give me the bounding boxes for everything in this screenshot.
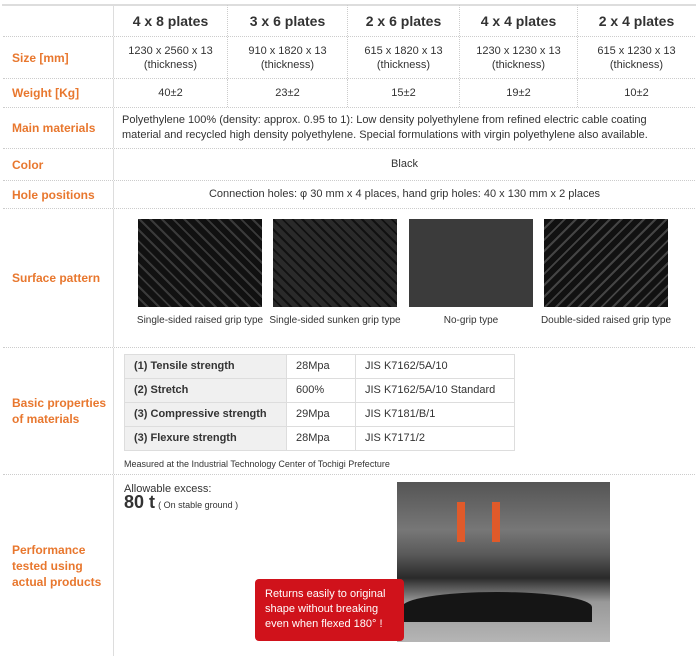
property-value: 600% — [287, 379, 356, 403]
weight-cell: 40±2 — [114, 79, 228, 107]
property-value: 28Mpa — [287, 355, 356, 379]
color-row — [3, 149, 695, 181]
col-header: 3 x 6 plates — [228, 5, 348, 36]
measurement-note: Measured at the Industrial Technology Center of Tochigi Prefecture — [124, 459, 390, 469]
property-standard: JIS K7181/B/1 — [356, 403, 515, 427]
row-label: Size [mm] — [3, 37, 114, 78]
weight-cell: 19±2 — [460, 79, 578, 107]
size-note: (thickness) — [376, 58, 431, 71]
flex-test-photo — [397, 482, 610, 642]
double-raised-grip-image — [544, 219, 668, 307]
property-value: 29Mpa — [287, 403, 356, 427]
size-cell — [460, 37, 578, 78]
size-note: (thickness) — [260, 58, 315, 71]
property-name: (3) Flexure strength — [125, 427, 287, 451]
flexed-mat — [402, 592, 592, 622]
weight-row — [3, 79, 695, 108]
property-name: (3) Compressive strength — [125, 403, 287, 427]
property-name: (1) Tensile strength — [125, 355, 287, 379]
pattern-caption: Single-sided sunken grip type — [269, 315, 401, 326]
properties-table — [124, 354, 515, 451]
sunken-grip-image — [273, 219, 397, 307]
property-value: 28Mpa — [287, 427, 356, 451]
size-value: 1230 x 1230 x 13 — [476, 44, 561, 57]
row-label: Weight [Kg] — [3, 79, 114, 107]
size-cell — [348, 37, 460, 78]
color-text: Black — [391, 158, 418, 170]
weight-cell: 10±2 — [624, 87, 649, 99]
spec-table — [2, 4, 696, 630]
performance-row — [3, 475, 695, 656]
callout-bubble: Returns easily to original shape without breaking even when flexed 180° ! — [255, 579, 404, 641]
row-label: Main materials — [3, 108, 114, 148]
performance-content — [114, 475, 695, 656]
forklift-fork — [492, 502, 500, 542]
surface-patterns — [114, 209, 695, 347]
pattern-caption: No-grip type — [443, 315, 499, 326]
size-value: 615 x 1230 x 13 — [597, 44, 676, 57]
load-value: 80 t — [124, 492, 156, 512]
raised-grip-image — [138, 219, 262, 307]
header-row — [3, 5, 695, 37]
weight-cell: 23±2 — [228, 79, 348, 107]
size-note: (thickness) — [491, 58, 546, 71]
row-label: Color — [3, 149, 114, 180]
pattern-caption: Double-sided raised grip type — [540, 315, 672, 326]
table-row — [125, 379, 515, 403]
forklift-fork — [457, 502, 465, 542]
property-standard: JIS K7171/2 — [356, 427, 515, 451]
corner-cell — [3, 5, 114, 36]
properties-content — [114, 348, 695, 474]
size-cell — [114, 37, 228, 78]
table-row — [125, 355, 515, 379]
row-label: Surface pattern — [3, 209, 114, 347]
col-header: 2 x 6 plates — [348, 5, 460, 36]
col-header: 2 x 4 plates — [598, 12, 675, 29]
holes-row — [3, 181, 695, 209]
table-row — [125, 427, 515, 451]
size-note: (thickness) — [143, 58, 198, 71]
property-standard: JIS K7162/5A/10 Standard — [356, 379, 515, 403]
holes-text: Connection holes: φ 30 mm x 4 places, hand grip holes: 40 x 130 mm x 2 places — [208, 188, 601, 200]
property-standard: JIS K7162/5A/10 — [356, 355, 515, 379]
weight-cell: 15±2 — [348, 79, 460, 107]
size-cell — [228, 37, 348, 78]
size-row — [3, 37, 695, 79]
materials-row — [3, 108, 695, 149]
property-name: (2) Stretch — [125, 379, 287, 403]
col-header: 4 x 4 plates — [460, 5, 578, 36]
size-value: 910 x 1820 x 13 — [248, 44, 327, 57]
allowable-label: Allowable excess: — [124, 483, 212, 495]
load-note: ( On stable ground ) — [158, 500, 239, 510]
row-label: Performance tested using actual products — [3, 475, 114, 656]
table-row — [125, 403, 515, 427]
size-value: 1230 x 2560 x 13 — [128, 44, 213, 57]
materials-text: Polyethylene 100% (density: approx. 0.95 to 1): Low density polyethylene from refined electric cable coating material and recycled high density polyethylene. Special formulations with virgin polyethylene also available. — [122, 114, 648, 141]
size-cell — [578, 37, 695, 78]
pattern-caption: Single-sided raised grip type — [136, 315, 264, 326]
size-note: (thickness) — [609, 58, 664, 71]
surface-row — [3, 209, 695, 348]
col-header: 4 x 8 plates — [114, 5, 228, 36]
properties-row — [3, 348, 695, 475]
no-grip-image — [409, 219, 533, 307]
size-value: 615 x 1820 x 13 — [364, 44, 443, 57]
row-label: Basic properties of materials — [3, 348, 114, 474]
row-label: Hole positions — [3, 181, 114, 208]
